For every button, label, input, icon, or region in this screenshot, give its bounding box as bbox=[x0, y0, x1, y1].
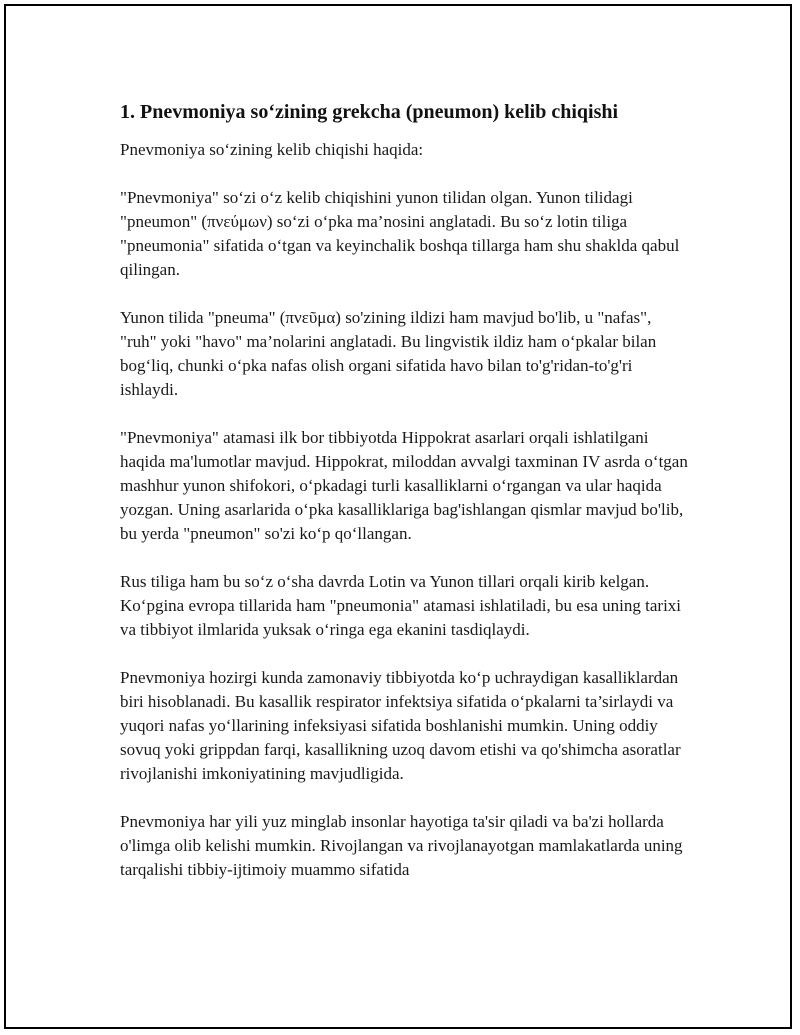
section-heading: 1. Pnevmoniya so‘zining grekcha (pneumon) kelib chiqishi bbox=[120, 101, 619, 123]
paragraph-global-impact: Pnevmoniya har yili yuz minglab insonlar hayotiga ta'sir qiladi va ba'zi hollarda o'limga olib kelishi mumkin. Rivojlangan va rivojlanayotgan mamlakatlarda uning tarqalishi tibbiy-ijtimoiy muammo sifatida bbox=[120, 812, 683, 879]
paragraph-modern-medicine: Pnevmoniya hozirgi kunda zamonaviy tibbiyotda ko‘p uchraydigan kasalliklardan biri hisoblanadi. Bu kasallik respirator infektsiya sifatida o‘pkalarni ta’sirlaydi va yuqori nafas yo‘llarining infeksiyasi sifatida boshlanishi mumkin. Uning oddiy sovuq yoki grippdan farqi, kasallikning uzoq davom etishi va qo'shimcha asoratlar rivojlanishi imkoniyatining mavjudligida. bbox=[120, 668, 681, 783]
paragraph-russian-european: Rus tiliga ham bu so‘z o‘sha davrda Lotin va Yunon tillari orqali kirib kelgan. Ko‘pgina evropa tillarida ham "pneumonia" atamasi ishlatiladi, bu esa uning tarixi va tibbiyot ilmlarida yuksak o‘ringa ega ekanini tasdiqlaydi. bbox=[120, 572, 682, 639]
page-frame bbox=[4, 4, 792, 1029]
paragraph-hippocrates: "Pnevmoniya" atamasi ilk bor tibbiyotda Hippokrat asarlari orqali ishlatilgani haqida ma'lumotlar mavjud. Hippokrat, miloddan avvalgi taxminan IV asrda o‘tgan mashhur yunon shifokori, o‘pkadagi turli kasalliklarni o‘rgangan va ular haqida yozgan. Uning asarlarida o‘pka kasalliklariga bag'ishlangan qismlar mavjud bo'lib, bu yerda "pneumon" so'zi ko‘p qo‘llangan. bbox=[120, 428, 688, 543]
paragraph-pneuma-root: Yunon tilida "pneuma" (πνεῦμα) so'zining ildizi ham mavjud bo'lib, u "nafas", "ruh" yoki "havo" ma’nolarini anglatadi. Bu lingvistik ildiz ham o‘pkalar bilan bog‘liq, chunki o‘pka nafas olish organi sifatida havo bilan to'g'ridan-to'g'ri ishlaydi. bbox=[120, 308, 657, 399]
intro-line: Pnevmoniya so‘zining kelib chiqishi haqida: bbox=[120, 140, 424, 159]
document-body bbox=[120, 98, 690, 906]
paragraph-etymology: "Pnevmoniya" so‘zi o‘z kelib chiqishini yunon tilidan olgan. Yunon tilidagi "pneumon" (πνεύμων) so‘zi o‘pka ma’nosini anglatadi. Bu so‘z lotin tiliga "pneumonia" sifatida o‘tgan va keyinchalik boshqa tillarga ham shu shaklda qabul qilingan. bbox=[120, 188, 680, 279]
